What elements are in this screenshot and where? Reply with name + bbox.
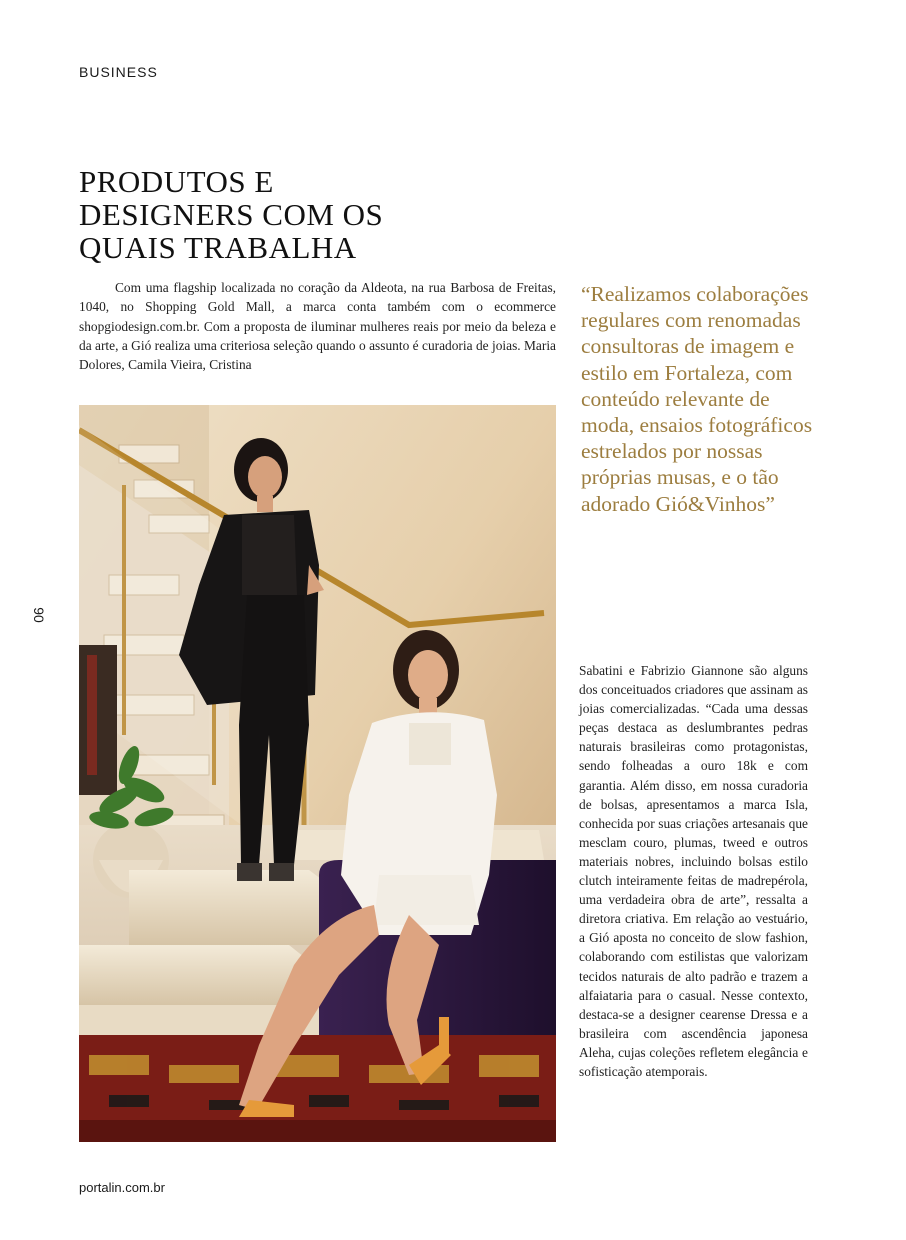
- article-intro-paragraph: Com uma flagship localizada no coração da Aldeota, na rua Barbosa de Freitas, 1040, no Shopping Gold Mall, a marca conta também com o ecommerce shopgiodesign.com.br. Com a proposta de iluminar mulheres reais por meio da beleza e da arte, a Gió realiza uma criteriosa seleção quando o assunto é curadoria de joias. Maria Dolores, Camila Vieira, Cristina: [79, 280, 556, 373]
- headline-line: QUAIS TRABALHA: [79, 230, 357, 265]
- page-number: 90: [31, 607, 47, 623]
- footer-url: portalin.com.br: [79, 1180, 165, 1195]
- article-headline: [79, 165, 519, 264]
- article-photo: [79, 405, 556, 1142]
- section-label: BUSINESS: [79, 64, 158, 80]
- article-body-paragraph: Sabatini e Fabrizio Giannone são alguns dos conceituados criadores que assinam as joias comercializadas. “Cada uma dessas peças destaca as deslumbrantes pedras naturais brasileiras como protagonistas, sendo folheadas a ouro 18k e com garantia. Além disso, em nossa curadoria de bolsas, apresentamos a marca Isla, conhecida por suas criações artesanais que mesclam couro, plumas, tweed e outros materiais nobres, incluindo bolsas estilo clutch inteiramente feitas de madrepérola, uma verdadeira obra de arte”, ressalta a diretora criativa. Em relação ao vestuário, a Gió aposta no conceito de slow fashion, colaborando com estilistas que valorizam tecidos naturais de alto padrão e trazem a alfaiataria para o casual. Nesse contexto, destaca-se a designer cearense Dressa e a brasileira com ascendência japonesa Aleha, cujas coleções refletem elegância e sofisticação atemporais.: [579, 663, 808, 1079]
- headline-line: PRODUTOS E: [79, 164, 274, 199]
- pull-quote: “Realizamos colaborações regulares com renomadas consultoras de imagem e estilo em Fortaleza, com conteúdo relevante de moda, ensaios fotográficos estrelados por nossas próprias musas, e o tão adorado Gió&Vinhos”: [581, 282, 813, 516]
- headline-line: DESIGNERS COM OS: [79, 197, 384, 232]
